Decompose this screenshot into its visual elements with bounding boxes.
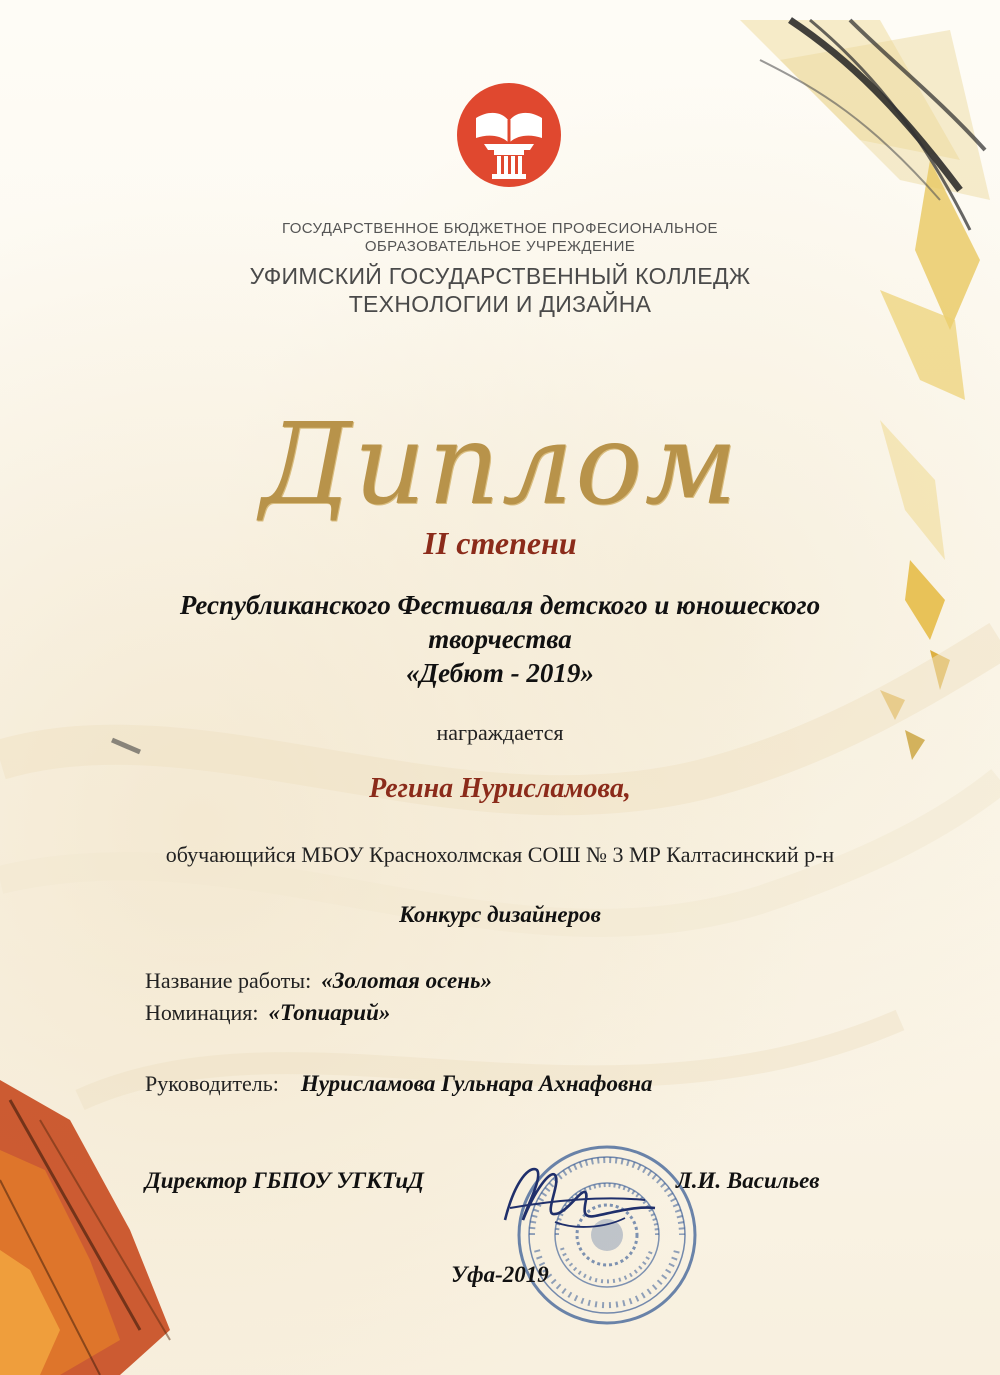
director-title: Директор ГБПОУ УГКТиД xyxy=(145,1168,424,1193)
work-title-row xyxy=(145,968,492,994)
diploma-title: Диплом xyxy=(260,400,740,530)
work-title-value: «Золотая осень» xyxy=(321,968,493,993)
awarded-text: награждается xyxy=(436,720,564,745)
festival-line2: творчества xyxy=(428,624,572,654)
city-year: Уфа-2019 xyxy=(451,1262,549,1287)
nomination-value: «Топиарий» xyxy=(268,1000,391,1025)
contest-name: Конкурс дизайнеров xyxy=(399,902,601,927)
nomination-label: Номинация: xyxy=(145,1000,259,1025)
leader-row xyxy=(145,1071,653,1097)
festival-line3: «Дебют - 2019» xyxy=(406,658,594,688)
festival-line1: Республиканского Фестиваля детского и юношеского xyxy=(179,590,821,620)
diploma-degree: II степени xyxy=(423,525,577,561)
director-name: Л.И. Васильев xyxy=(676,1168,820,1193)
organization-type-line1: ГОСУДАРСТВЕННОЕ БЮДЖЕТНОЕ ПРОФЕСИОНАЛЬНОЕ xyxy=(282,220,718,237)
director-signature xyxy=(495,1150,665,1240)
organization-name-line1: УФИМСКИЙ ГОСУДАРСТВЕННЫЙ КОЛЛЕДЖ xyxy=(249,263,751,289)
organization-type-line2: ОБРАЗОВАТЕЛЬНОЕ УЧРЕЖДЕНИЕ xyxy=(364,238,636,255)
leader-value: Нурисламова Гульнара Ахнафовна xyxy=(300,1071,653,1096)
recipient-name: Регина Нурисламова, xyxy=(369,773,631,804)
student-info: обучающийся МБОУ Краснохолмская СОШ № 3 МР Калтасинский р-н xyxy=(165,842,835,867)
work-title-label: Название работы: xyxy=(145,968,312,993)
college-logo xyxy=(454,80,564,190)
festival-name xyxy=(0,588,1000,690)
leader-label: Руководитель: xyxy=(145,1071,279,1096)
organization-name-line2: ТЕХНОЛОГИИ И ДИЗАЙНА xyxy=(348,291,652,317)
nomination-row xyxy=(145,1000,390,1026)
